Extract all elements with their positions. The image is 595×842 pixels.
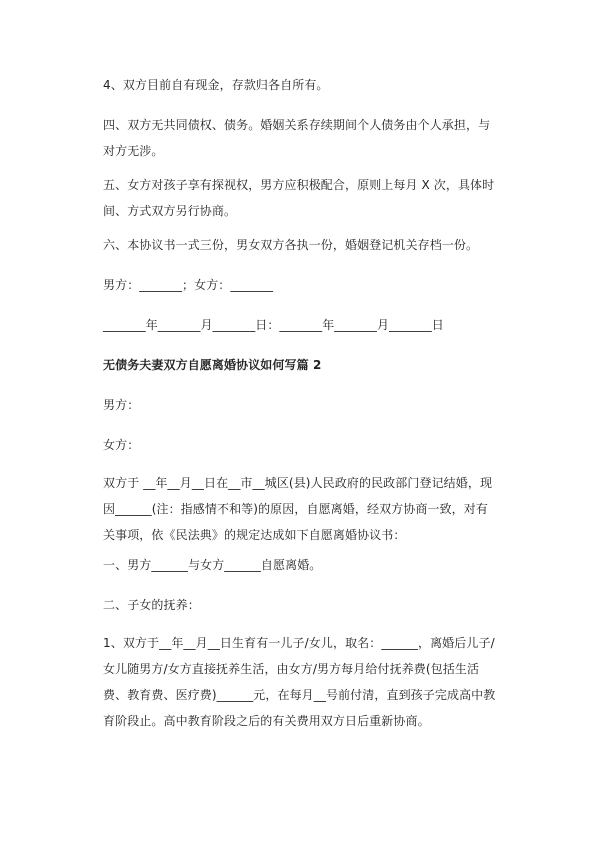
date-line: _______年_______月_______日：_______年_______月_______日 — [103, 318, 444, 332]
female-party-label: 女方： — [103, 438, 140, 452]
paragraph-marriage-registration: 双方于 __年__月__日在__市__城区(县)人民政府的民政部门登记结婚，现因______(注：指感情不和等)的原因，自愿离婚，经双方协商一致，对有关事项，依《民法典》的规定达成如下自愿离婚协议书： — [103, 476, 493, 542]
paragraph-child-support: 1、双方于__年__月__日生育有一儿子/女儿，取名：______，离婚后儿子/女儿随男方/女方直接抚养生活，由女方/男方每月给付抚养费(包括生活费、教育费、医疗费)______元，在每月__号前付清，直到孩子完成高中教育阶段止。高中教育阶段之后的有关费用双方日后重新协商。 — [103, 636, 496, 728]
section-heading: 无债务夫妻双方自愿离婚协议如何写篇 2 — [103, 358, 322, 372]
paragraph-copies: 六、本协议书一式三份，男女双方各执一份，婚姻登记机关存档一份。 — [103, 238, 479, 252]
paragraph-cash-savings: 4、双方目前自有现金，存款归各自所有。 — [103, 78, 329, 92]
signature-line: 男方：_______；女方：_______ — [103, 278, 274, 292]
clause-voluntary-divorce: 一、男方______与女方______自愿离婚。 — [103, 558, 322, 572]
male-party-label: 男方： — [103, 398, 140, 412]
paragraph-no-joint-debt: 四、双方无共同债权、债务。婚姻关系存续期间个人债务由个人承担，与对方无涉。 — [103, 118, 491, 158]
clause-child-custody: 二、子女的抚养： — [103, 598, 200, 612]
paragraph-visitation-rights: 五、女方对孩子享有探视权，男方应积极配合，原则上每月 X 次，具体时间、方式双方另行协商。 — [103, 178, 495, 218]
